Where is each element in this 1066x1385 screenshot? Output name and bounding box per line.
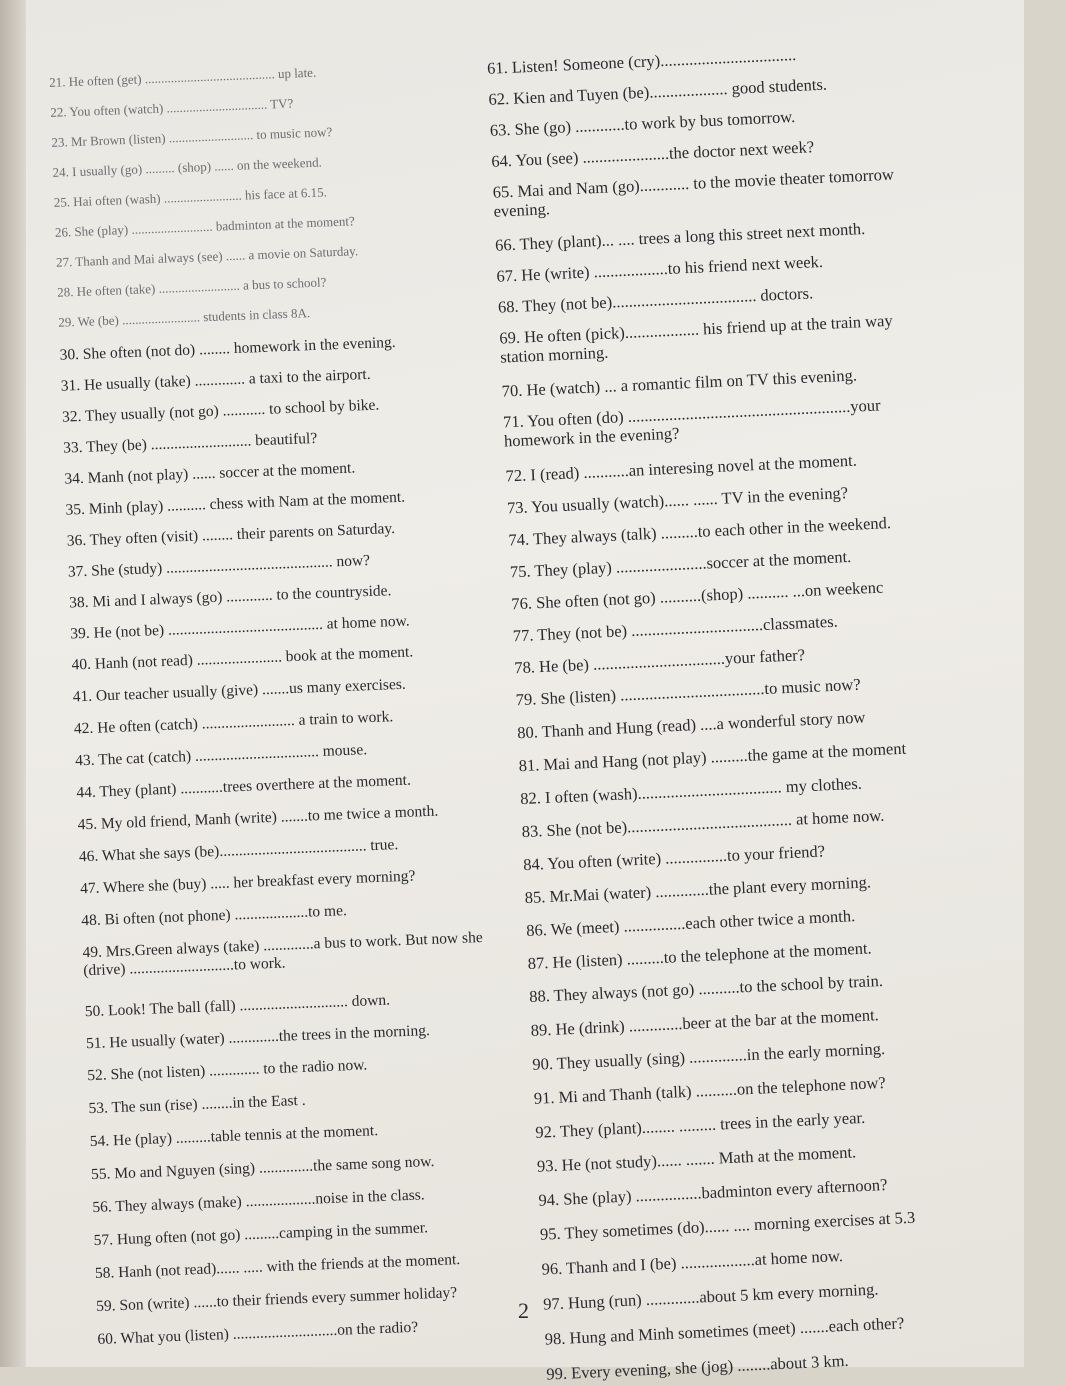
exercise-item: 88. They always (not go) ..........to the school by train. — [528, 970, 884, 1006]
exercise-item: 68. They (not be)................................... doctors. — [497, 283, 814, 317]
exercise-item: 78. He (be) ................................your father? — [513, 645, 806, 678]
exercise-item: 61. Listen! Someone (cry)................................. — [486, 44, 797, 78]
exercise-item: 54. He (play) .........table tennis at the moment. — [89, 1122, 379, 1151]
exercise-item: 52. She (not listen) ............. to the radio now. — [86, 1056, 368, 1085]
exercise-item: 33. They (be) .......................... beautiful? — [62, 429, 318, 457]
exercise-item: 24. I usually (go) ......... (shop) ...... on the weekend. — [52, 154, 323, 180]
exercise-item: 48. Bi often (not phone) ...................to me. — [81, 902, 348, 930]
exercise-item: 30. She often (not do) ........ homework in the evening. — [59, 333, 396, 364]
exercise-item: 89. He (drink) .............beer at the bar at the moment. — [530, 1005, 880, 1040]
exercise-item: 83. She (not be)........................................ at home now. — [521, 805, 885, 842]
exercise-item: 63. She (go) ............to work by bus tomorrow. — [489, 107, 796, 140]
exercise-item: 75. They (play) ......................soccer at the moment. — [509, 546, 852, 582]
exercise-item: 42. He often (catch) ........................ a train to work. — [73, 708, 394, 738]
exercise-item: 51. He usually (water) .............the trees in the morning. — [85, 1022, 431, 1053]
exercise-item: 99. Every evening, she (jog) ........about 3 km. — [545, 1350, 849, 1384]
exercise-item: 22. You often (watch) ............................... TV? — [50, 95, 294, 120]
exercise-item: 59. Son (write) ......to their friends every summer holiday? — [95, 1284, 458, 1316]
exercise-item: 57. Hung often (not go) .........camping in the summer. — [93, 1219, 429, 1250]
exercise-item: 23. Mr Brown (listen) .......................... to music now? — [51, 124, 333, 150]
exercise-item: 70. He (watch) ... a romantic film on TV this evening. — [501, 365, 858, 401]
exercise-item: 55. Mo and Nguyen (sing) ..............the same song now. — [90, 1152, 435, 1184]
exercise-item: 92. They (plant)........ ......... trees in the early year. — [534, 1107, 866, 1142]
exercise-item: 81. Mai and Hang (not play) .........the game at the moment — [518, 738, 907, 776]
exercise-item: 95. They sometimes (do)...... .... morning exercises at 5.3 — [539, 1207, 916, 1244]
exercise-item: 44. They (plant) ...........trees overthere at the moment. — [76, 771, 412, 802]
exercise-item: 29. We (be) ........................ students in class 8A. — [58, 305, 311, 330]
exercise-item: 25. Hai often (wash) ........................ his face at 6.15. — [53, 184, 328, 210]
exercise-item: 73. You usually (watch)...... ...... TV in the evening? — [506, 483, 849, 518]
exercise-item: 50. Look! The ball (fall) ............................ down. — [84, 991, 391, 1021]
exercise-item: 37. She (study) ........................................... now? — [67, 551, 371, 581]
exercise-item: 84. You often (write) ...............to your friend? — [522, 841, 826, 875]
exercise-item: 65. Mai and Nam (go)............ to the movie theater tomorrow evening. — [492, 164, 895, 221]
exercise-item: 49. Mrs.Green always (take) .............a bus to work. But now she (drive) ...........................to work. — [82, 928, 483, 980]
exercise-item: 53. The sun (rise) ........in the East . — [88, 1091, 306, 1118]
exercise-item: 46. What she says (be)...................................... true. — [78, 836, 399, 866]
exercise-item: 43. The cat (catch) ................................ mouse. — [74, 741, 368, 770]
exercise-item: 96. Thanh and I (be) ..................at home now. — [541, 1246, 844, 1279]
exercise-item: 74. They always (talk) .........to each other in the weekend. — [508, 513, 892, 550]
exercise-item: 80. Thanh and Hung (read) ....a wonderful story now — [516, 707, 866, 743]
exercise-item: 56. They always (make) ..................noise in the class. — [92, 1186, 425, 1217]
exercise-item: 41. Our teacher usually (give) .......us many exercises. — [72, 675, 407, 706]
exercise-item: 69. He often (pick).................. his friend up at the train way station morning. — [498, 310, 893, 367]
exercise-item: 72. I (read) ...........an interesing novel at the moment. — [505, 450, 858, 486]
exercise-item: 58. Hanh (not read)...... ..... with the friends at the moment. — [94, 1251, 461, 1283]
exercise-item: 21. He often (get) ........................................ up late. — [48, 64, 317, 90]
exercise-item: 87. He (listen) .........to the telephone at the moment. — [527, 938, 872, 973]
exercise-item: 67. He (write) ..................to his friend next week. — [496, 251, 824, 286]
exercise-item: 82. I often (wash)................................... my clothes. — [519, 773, 863, 809]
exercise-item: 62. Kien and Tuyen (be)................... good students. — [488, 74, 828, 109]
exercise-item: 71. You often (do) ......................................................your homework in the evening? — [502, 395, 881, 451]
exercise-item: 31. He usually (take) ............. a taxi to the airport. — [60, 365, 371, 395]
exercise-item: 36. They often (visit) ........ their parents on Saturday. — [66, 519, 396, 550]
exercise-item: 32. They usually (not go) ........... to school by bike. — [61, 396, 380, 426]
exercise-item: 86. We (meet) ...............each other twice a month. — [525, 906, 856, 941]
page-number: 2 — [518, 1298, 529, 1323]
exercise-item: 26. She (play) ......................... badminton at the moment? — [54, 213, 356, 240]
exercise-item: 98. Hung and Minh sometimes (meet) .......each other? — [544, 1313, 905, 1349]
exercise-item: 47. Where she (buy) ..... her breakfast every morning? — [79, 867, 416, 898]
exercise-item: 45. My old friend, Manh (write) .......to me twice a month. — [77, 802, 439, 834]
exercise-item: 76. She often (not go) ..........(shop) .......... ...on weekenc — [510, 577, 884, 614]
exercise-item: 60. What you (listen) ...........................on the radio? — [97, 1318, 419, 1349]
exercise-item: 64. You (see) .....................the doctor next week? — [490, 137, 815, 171]
exercise-item: 66. They (plant)... .... trees a long this street next month. — [494, 218, 866, 255]
exercise-item: 79. She (listen) ...................................to music now? — [515, 674, 861, 710]
exercise-item: 85. Mr.Mai (water) .............the plant every morning. — [524, 872, 872, 908]
exercise-item: 90. They usually (sing) ..............in the early morning. — [531, 1038, 886, 1074]
exercise-item: 93. He (not study)...... ....... Math at the moment. — [536, 1142, 857, 1176]
exercise-item: 35. Minh (play) .......... chess with Nam at the moment. — [65, 488, 406, 519]
exercise-item: 38. Mi and I always (go) ............ to the countryside. — [68, 582, 392, 612]
exercise-item: 34. Manh (not play) ...... soccer at the moment. — [64, 459, 356, 488]
exercise-item: 94. She (play) ................badminton every afternoon? — [538, 1174, 888, 1210]
exercise-item: 91. Mi and Thanh (talk) ..........on the telephone now? — [533, 1072, 887, 1108]
exercise-item: 28. He often (take) ......................... a bus to school? — [56, 274, 327, 300]
page-fold-shadow — [0, 0, 26, 1367]
exercise-item: 77. They (not be) ................................classmates. — [512, 611, 839, 646]
exercise-item: 97. Hung (run) .............about 5 km every morning. — [542, 1279, 879, 1314]
exercise-item: 27. Thanh and Mai always (see) ...... a movie on Saturday. — [55, 243, 359, 270]
exercise-item: 39. He (not be) ........................................ at home now. — [70, 612, 410, 643]
exercise-item: 40. Hanh (not read) ...................... book at the moment. — [71, 643, 414, 674]
